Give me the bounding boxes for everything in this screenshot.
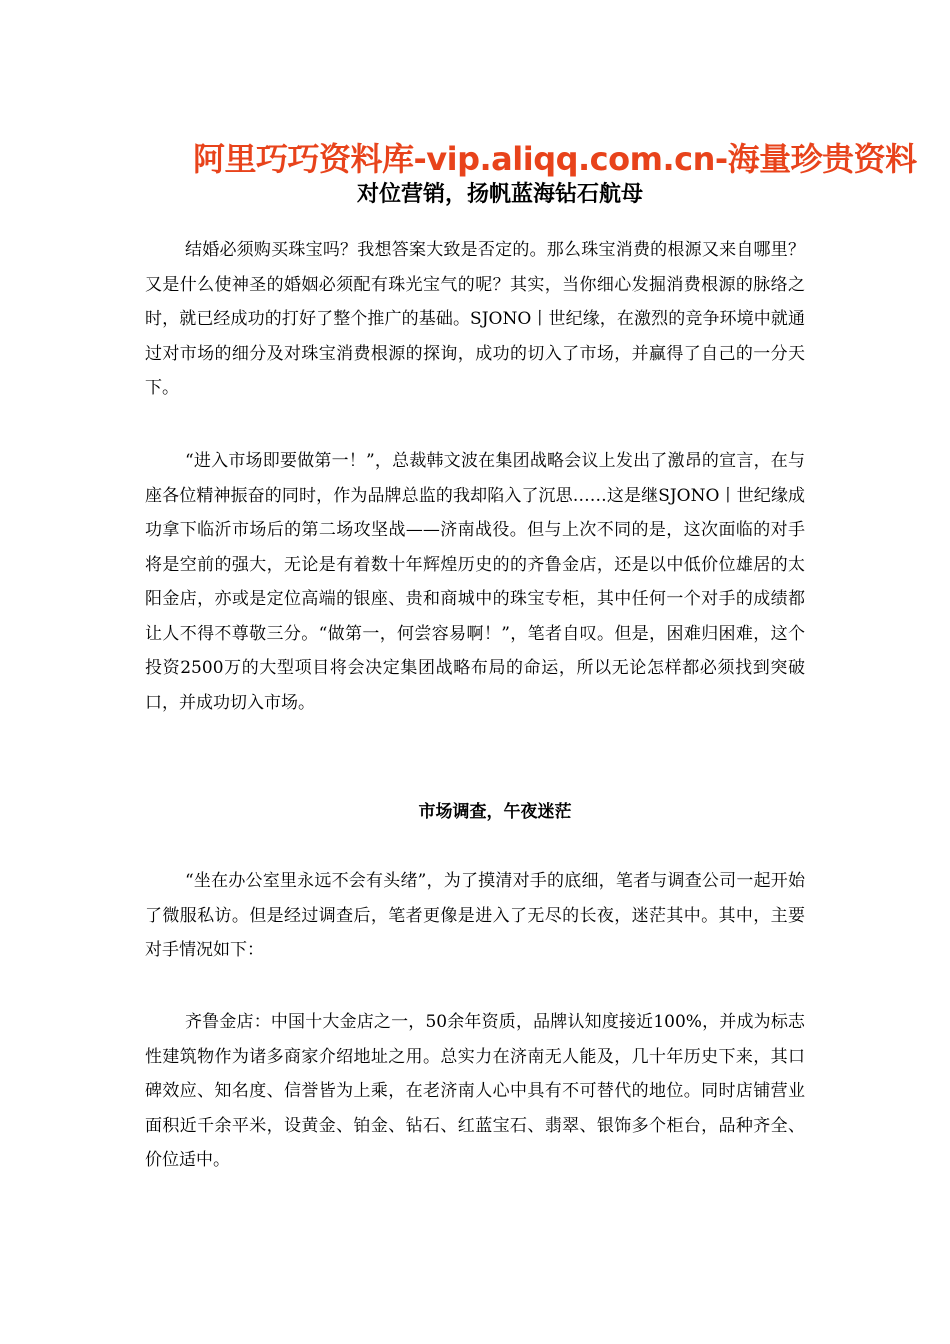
watermark-banner: 阿里巧巧资料库-vip.aliqq.com.cn-海量珍贵资料 — [193, 140, 917, 178]
paragraph-intro: 结婚必须购买珠宝吗？我想答案大致是否定的。那么珠宝消费的根源又来自哪里？又是什么使神圣的婚姻必须配有珠光宝气的呢？其实，当你细心发掘消费根源的脉络之时，就已经成功的打好了整个推广的基础。SJONO丨世纪缘，在激烈的竞争环境中就通过对市场的细分及对珠宝消费根源的探询，成功的切入了市场，并赢得了自己的一分天下。 — [145, 240, 805, 398]
document-title: 对位营销，扬帆蓝海钻石航母 — [356, 181, 643, 207]
paragraph-battle: “进入市场即要做第一！”，总裁韩文波在集团战略会议上发出了激昂的宣言，在与座各位精神振奋的同时，作为品牌总监的我却陷入了沉思……这是继SJONO丨世纪缘成功拿下临沂市场后的第二场攻坚战——济南战役。但与上次不同的是，这次面临的对手将是空前的强大，无论是有着数十年辉煌历史的的齐鲁金店，还是以中低价位雄居的太阳金店，亦或是定位高端的银座、贵和商城中的珠宝专柜，其中任何一个对手的成绩都让人不得不尊敬三分。“做第一，何尝容易啊！”，笔者自叹。但是，困难归困难，这个投资2500万的大型项目将会决定集团战略布局的命运，所以无论怎样都必须找到突破口，并成功切入市场。 — [145, 451, 805, 713]
paragraph-competitor-qilu: 齐鲁金店：中国十大金店之一，50余年资质，品牌认知度接近100%，并成为标志性建筑物作为诸多商家介绍地址之用。总实力在济南无人能及，几十年历史下来，其口碑效应、知名度、信誉皆为上乘，在老济南人心中具有不可替代的地位。同时店铺营业面积近千余平米，设黄金、铂金、钻石、红蓝宝石、翡翠、银饰多个柜台，品种齐全、价位适中。 — [145, 1012, 805, 1170]
paragraph-survey: “坐在办公室里永远不会有头绪”，为了摸清对手的底细，笔者与调查公司一起开始了微服私访。但是经过调查后，笔者更像是进入了无尽的长夜，迷茫其中。其中，主要对手情况如下： — [145, 871, 805, 960]
section-heading: 市场调查，午夜迷茫 — [418, 802, 572, 822]
